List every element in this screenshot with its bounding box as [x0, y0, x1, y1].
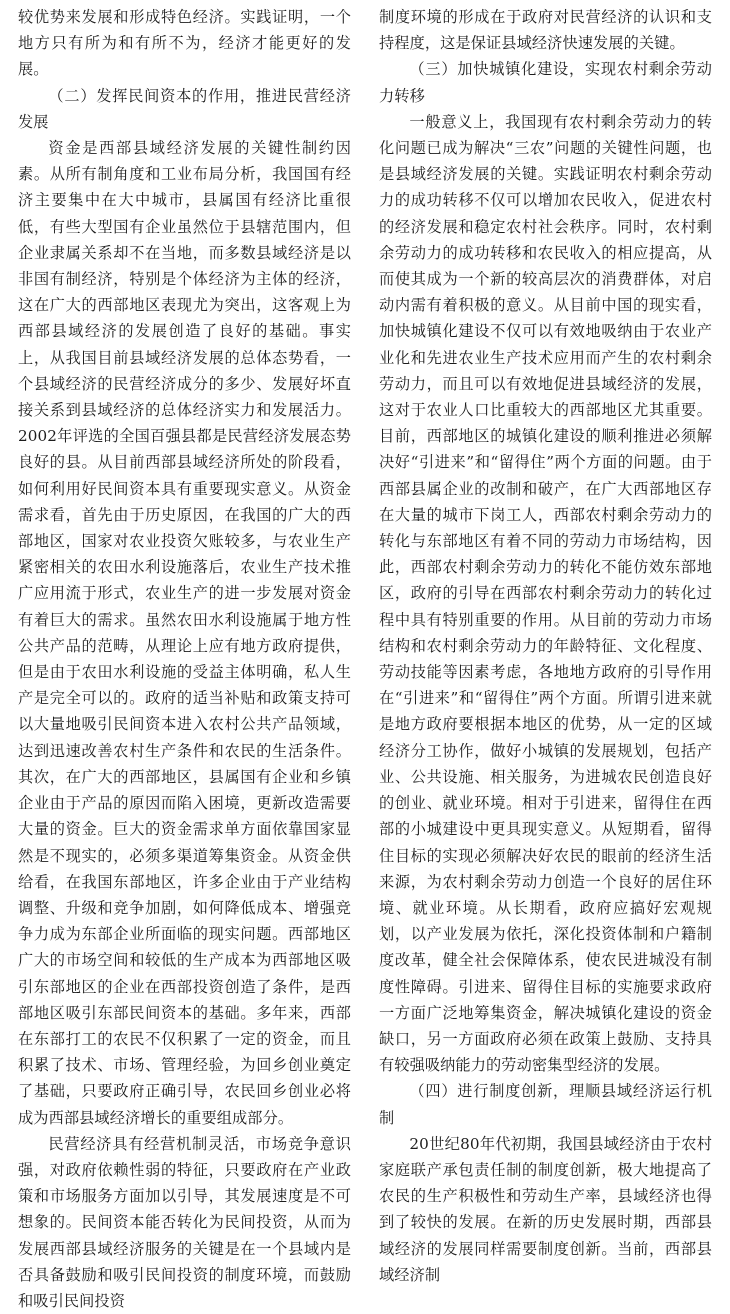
left-column [18, 4, 351, 1310]
continued-paragraph: 制度环境的形成在于政府对民营经济的认识和支持程度，这是保证县域经济快速发展的关键。 [379, 8, 712, 53]
section-heading-4: （四）进行制度创新，理顺县域经济运行机制 [379, 1082, 712, 1127]
body-paragraph: 资金是西部县域经济发展的关键性制约因素。从所有制角度和工业布局分析，我国国有经济主要集中在大中城市，县属国有经济比重很低，有些大型国有企业虽然位于县辖范围内，但企业隶属关系却不在当地，而多数县域经济是以非国有制经济，特别是个体经济为主体的经济，这在广大的西部地区表现尤为突出，这客观上为西部县域经济的发展创造了良好的基础。事实上，从我国目前县域经济发展的总体态势看，一个县域经济的民营经济成分的多少、发展好坏直接关系到县域经济的总体经济实力和发展活力。2002年评选的全国百强县都是民营经济发展态势良好的县。从目前西部县域经济所处的阶段看，如何利用好民间资本具有重要现实意义。从资金需求看，首先由于历史原因，在我国的广大的西部地区，国家对农业投资欠账较多，与农业生产紧密相关的农田水利设施落后，农业生产技术推广应用流于形式，农业生产的进一步发展对资金有着巨大的需求。虽然农田水利设施属于地方性公共产品的范畴，从理论上应有地方政府提供，但是由于农田水利设施的受益主体明确，私人生产是完全可以的。政府的适当补贴和政策支持可以大量地吸引民间资本进入农村公共产品领域，达到迅速改善农村生产条件和农民的生活条件。其次，在广大的西部地区，县属国有企业和乡镇企业由于产品的原因而陷入困境，更新改造需要大量的资金。巨大的资金需求单方面依靠国家显然是不现实的，必须多渠道筹集资金。从资金供给看，在我国东部地区，许多企业由于产业结构调整、升级和竞争加剧，如何降低成本、增强竞争力成为东部企业所面临的现实问题。西部地区广大的市场空间和较低的生产成本为西部地区吸引东部地区的企业在西部投资创造了条件，是西部地区吸引东部民间资本的基础。多年来，西部在东部打工的农民不仅积累了一定的资金，而且积累了技术、市场、管理经验，为回乡创业奠定了基础，只要政府正确引导，农民回乡创业必将成为西部县域经济增长的重要组成部分。 [18, 139, 351, 1127]
right-column [379, 4, 712, 1284]
continued-paragraph: 较优势来发展和形成特色经济。实践证明，一个地方只有所为和有所不为，经济才能更好的发展。 [18, 8, 351, 79]
body-paragraph: 一般意义上，我国现有农村剩余劳动力的转化问题已成为解决“三农”问题的关键性问题，也是县域经济发展的关键。实践证明农村剩余劳动力的成功转移不仅可以增加农民收入，促进农村的经济发展和稳定农村社会秩序。同时，农村剩余劳动力的成功转移和农民收入的相应提高，从而使其成为一个新的较高层次的消费群体，对启动内需有着积极的意义。从目前中国的现实看，加快城镇化建设不仅可以有效地吸纳由于农业产业化和先进农业生产技术应用而产生的农村剩余劳动力，而且可以有效地促进县域经济的发展，这对于农业人口比重较大的西部地区尤其重要。目前，西部地区的城镇化建设的顺利推进必须解决好“引进来”和“留得住”两个方面的问题。由于西部县属企业的改制和破产，在广大西部地区存在大量的城市下岗工人，西部农村剩余劳动力的转化与东部地区有着不同的劳动力市场结构，因此，西部农村剩余劳动力的转化不能仿效东部地区，政府的引导在西部农村剩余劳动力的转化过程中具有特别重要的作用。从目前的劳动力市场结构和农村剩余劳动力的年龄特征、文化程度、劳动技能等因素考虑，各地地方政府的引导作用在“引进来”和“留得住”两个方面。所谓引进来就是地方政府要根据本地区的优势，从一定的区域经济分工协作，做好小城镇的发展规划，包括产业、公共设施、相关服务，为进城农民创造良好的创业、就业环境。相对于引进来，留得住在西部的小城建设中更具现实意义。从短期看，留得住目标的实现必须解决好农民的眼前的经济生活来源，为农村剩余劳动力创造一个良好的居住环境、就业环境。从长期看，政府应搞好宏观规划，以产业发展为依托，深化投资体制和户籍制度改革，健全社会保障体系，使农民进城没有制度性障碍。引进来、留得住目标的实施要求政府一方面广泛地筹集资金，解决城镇化建设的资金缺口，另一方面政府必须在政策上鼓励、支持具有较强吸纳能力的劳动密集型经济的发展。 [379, 112, 712, 1075]
body-paragraph: 20世纪80年代初期，我国县域经济由于农村家庭联产承包责任制的制度创新，极大地提高了农民的生产积极性和劳动生产率，县域经济也得到了较快的发展。在新的历史发展时期，西部县域经济的发展同样需要制度创新。当前，西部县域经济制 [379, 1134, 712, 1284]
body-paragraph: 民营经济具有经营机制灵活，市场竞争意识强，对政府依赖性弱的特征，只要政府在产业政策和市场服务方面加以引导，其发展速度是不可想象的。民间资本能否转化为民间投资，从而为发展西部县域经济服务的关键是在一个县域内是否具备鼓励和吸引民间投资的制度环境，而鼓励和吸引民间投资 [18, 1134, 351, 1310]
section-heading-2: （二）发挥民间资本的作用，推进民营经济发展 [18, 86, 351, 131]
section-heading-3: （三）加快城镇化建设，实现农村剩余劳动力转移 [379, 60, 712, 105]
